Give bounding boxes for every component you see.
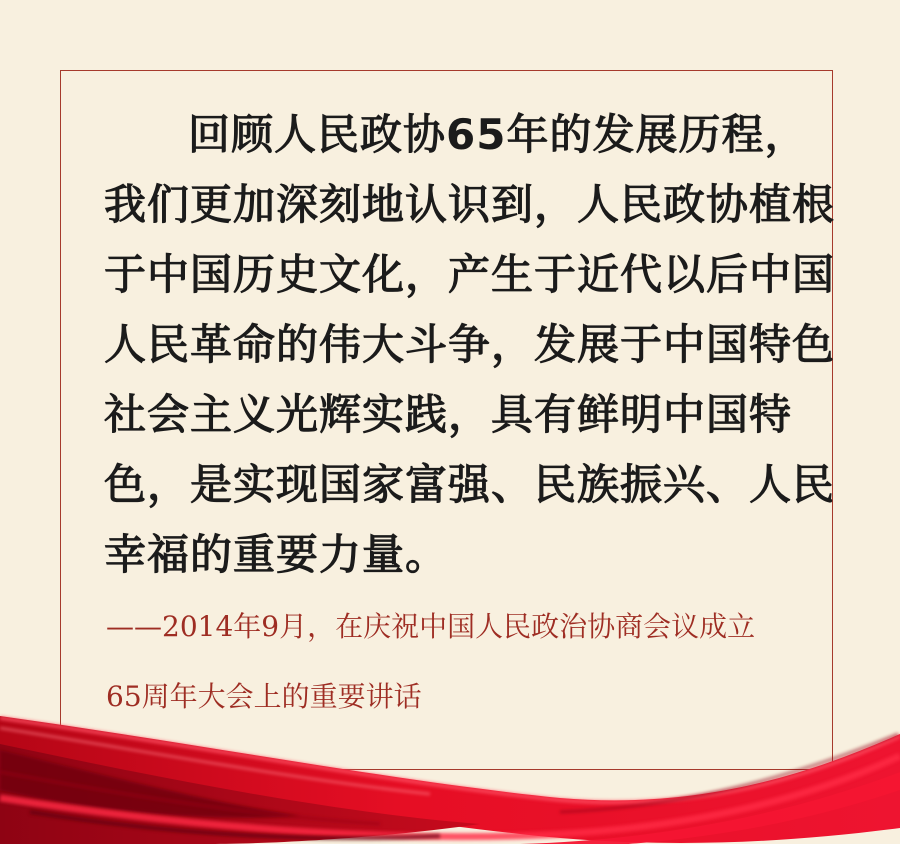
- attribution-line: 65周年大会上的重要讲话: [106, 680, 422, 713]
- quote-line: 回顾人民政协65年的发展历程，: [188, 110, 808, 159]
- quote-line: 社会主义光辉实践，具有鲜明中国特: [104, 390, 793, 439]
- quote-line: 色，是实现国家富强、民族振兴、人民: [104, 460, 836, 509]
- red-silk-ribbon-graphic: [0, 694, 900, 844]
- quote-line: 人民革命的伟大斗争，发展于中国特色: [104, 320, 836, 369]
- quote-line: 我们更加深刻地认识到，人民政协植根: [104, 180, 836, 229]
- quote-text: [104, 100, 836, 590]
- attribution-line: ——2014年9月，在庆祝中国人民政治协商会议成立: [106, 610, 756, 643]
- quote-line: 于中国历史文化，产生于近代以后中国: [104, 250, 836, 299]
- quote-line: 幸福的重要力量。: [104, 530, 449, 579]
